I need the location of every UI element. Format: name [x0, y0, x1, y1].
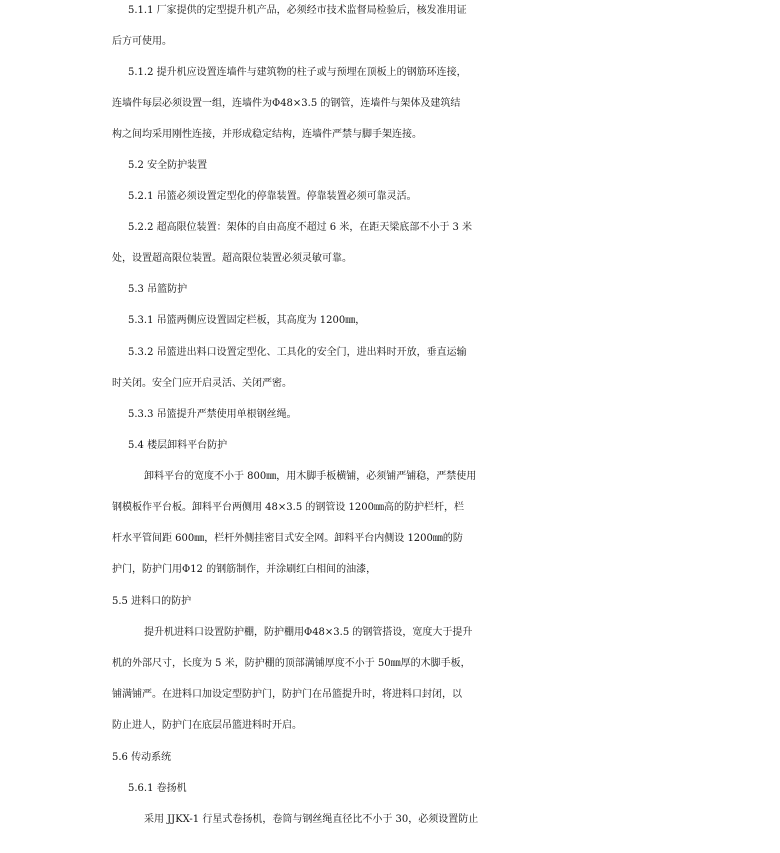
text-line: 5.1.1 厂家提供的定型提升机产品，必须经市技术监督局检验后，核发准用证 — [128, 5, 467, 16]
text-line: 防止进人，防护门在底层吊篮进料时开启。 — [112, 720, 302, 731]
text-line: 采用 JJKX-1 行星式卷扬机，卷筒与钢丝绳直径比不小于 30，必须设置防止 — [144, 814, 479, 825]
text-line: 5.2.2 超高限位装置：架体的自由高度不超过 6 米，在距天梁底部不小于 3 米 — [128, 222, 473, 233]
section-heading: 5.2 安全防护装置 — [128, 160, 208, 171]
text-line: 提升机进料口设置防护棚，防护棚用Φ48×3.5 的钢管搭设，宽度大于提升 — [144, 627, 473, 638]
text-line: 后方可使用。 — [112, 36, 172, 47]
section-heading: 5.6 传动系统 — [112, 752, 172, 763]
text-line: 5.3.3 吊篮提升严禁使用单根钢丝绳。 — [128, 409, 297, 420]
text-line: 时关闭。安全门应开启灵活、关闭严密。 — [112, 378, 292, 389]
text-line: 杆水平管间距 600㎜，栏杆外侧挂密目式安全网。卸料平台内侧设 1200㎜的防 — [112, 533, 463, 544]
text-line: 5.2.1 吊篮必须设置定型化的停靠装置。停靠装置必须可靠灵活。 — [128, 191, 417, 202]
text-line: 护门，防护门用Φ12 的钢筋制作，并涂刷红白相间的油漆， — [112, 564, 377, 575]
text-line: 5.3.1 吊篮两侧应设置固定栏板，其高度为 1200㎜， — [128, 315, 366, 326]
text-line: 机的外部尺寸，长度为 5 米，防护棚的顶部满铺厚度不小于 50㎜厚的木脚手板， — [112, 658, 471, 669]
text-line: 构之间均采用刚性连接，并形成稳定结构，连墙件严禁与脚手架连接。 — [112, 129, 422, 140]
text-line: 铺满铺严。在进料口加设定型防护门，防护门在吊篮提升时，将进料口封闭，以 — [112, 689, 462, 700]
section-heading: 5.3 吊篮防护 — [128, 284, 188, 295]
text-line: 连墙件每层必须设置一组，连墙件为Φ48×3.5 的钢管，连墙件与架体及建筑结 — [112, 98, 461, 109]
text-line: 5.3.2 吊篮进出料口设置定型化、工具化的安全门，进出料时开放，垂直运输 — [128, 347, 467, 358]
section-heading: 5.6.1 卷扬机 — [128, 783, 187, 794]
text-line: 5.1.2 提升机应设置连墙件与建筑物的柱子或与预埋在顶板上的钢筋环连接， — [128, 67, 467, 78]
text-line: 卸料平台的宽度不小于 800㎜，用木脚手板横铺，必须铺严铺稳，严禁使用 — [144, 471, 477, 482]
text-line: 钢模板作平台板。卸料平台两侧用 48×3.5 的钢管设 1200㎜高的防护栏杆，栏 — [112, 502, 464, 513]
text-line: 处，设置超高限位装置。超高限位装置必须灵敏可靠。 — [112, 253, 352, 264]
section-heading: 5.5 进料口的防护 — [112, 596, 192, 607]
section-heading: 5.4 楼层卸料平台防护 — [128, 440, 228, 451]
